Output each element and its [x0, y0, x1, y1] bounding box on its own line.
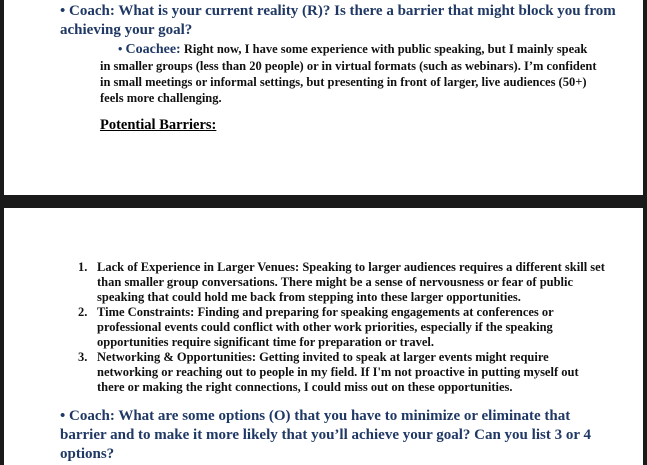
- potential-barriers-heading: Potential Barriers:: [100, 117, 217, 133]
- barrier-item: [78, 260, 608, 305]
- coach-question-text: Coach: What are some options (O) that you have to minimize or eliminate that barrier and to make it more likely that you’ll achieve your goal? Can you list 3 or 4 options?: [60, 408, 591, 462]
- barrier-text: Networking & Opportunities: Getting invited to speak at larger events might require networking or reaching out to people in my field. If I'm not proactive in putting myself out there or making the right connections, I could miss out on these opportunities.: [97, 350, 579, 394]
- coachee-answer-text: Right now, I have some experience with public speaking, but I mainly speak in smaller groups (less than 20 people) or in virtual formats (such as webinars). I’m confident in small meetings or informal settings, but presenting in front of larger, live audiences (50+) feels more challenging.: [100, 42, 597, 105]
- bullet: •: [118, 42, 123, 56]
- barrier-number: 3.: [78, 350, 88, 364]
- barriers-list: [78, 260, 608, 395]
- barrier-item: [78, 305, 608, 350]
- barrier-number: 2.: [78, 305, 88, 319]
- barrier-number: 1.: [78, 260, 88, 274]
- document-page-2: [4, 208, 643, 465]
- coachee-answer: [100, 41, 600, 106]
- barrier-text: Time Constraints: Finding and preparing for speaking engagements at conferences or professional events could conflict with other work priorities, especially if the speaking opportunities require significant time for preparation or travel.: [97, 305, 554, 349]
- coachee-label: Coachee:: [125, 42, 181, 57]
- coach-question-reality: [60, 2, 620, 40]
- barrier-item: [78, 350, 608, 395]
- document-page-1: [4, 0, 643, 195]
- bullet: •: [60, 3, 66, 19]
- bullet: •: [60, 408, 66, 424]
- barrier-text: Lack of Experience in Larger Venues: Speaking to larger audiences requires a different skill set than smaller group conversations. There might be a sense of nervousness or fear of public speaking that could hold me back from stepping into these larger opportunities.: [97, 260, 605, 304]
- coach-question-text: Coach: What is your current reality (R)? Is there a barrier that might block you from achieving your goal?: [60, 3, 616, 38]
- coach-question-options: [60, 407, 600, 464]
